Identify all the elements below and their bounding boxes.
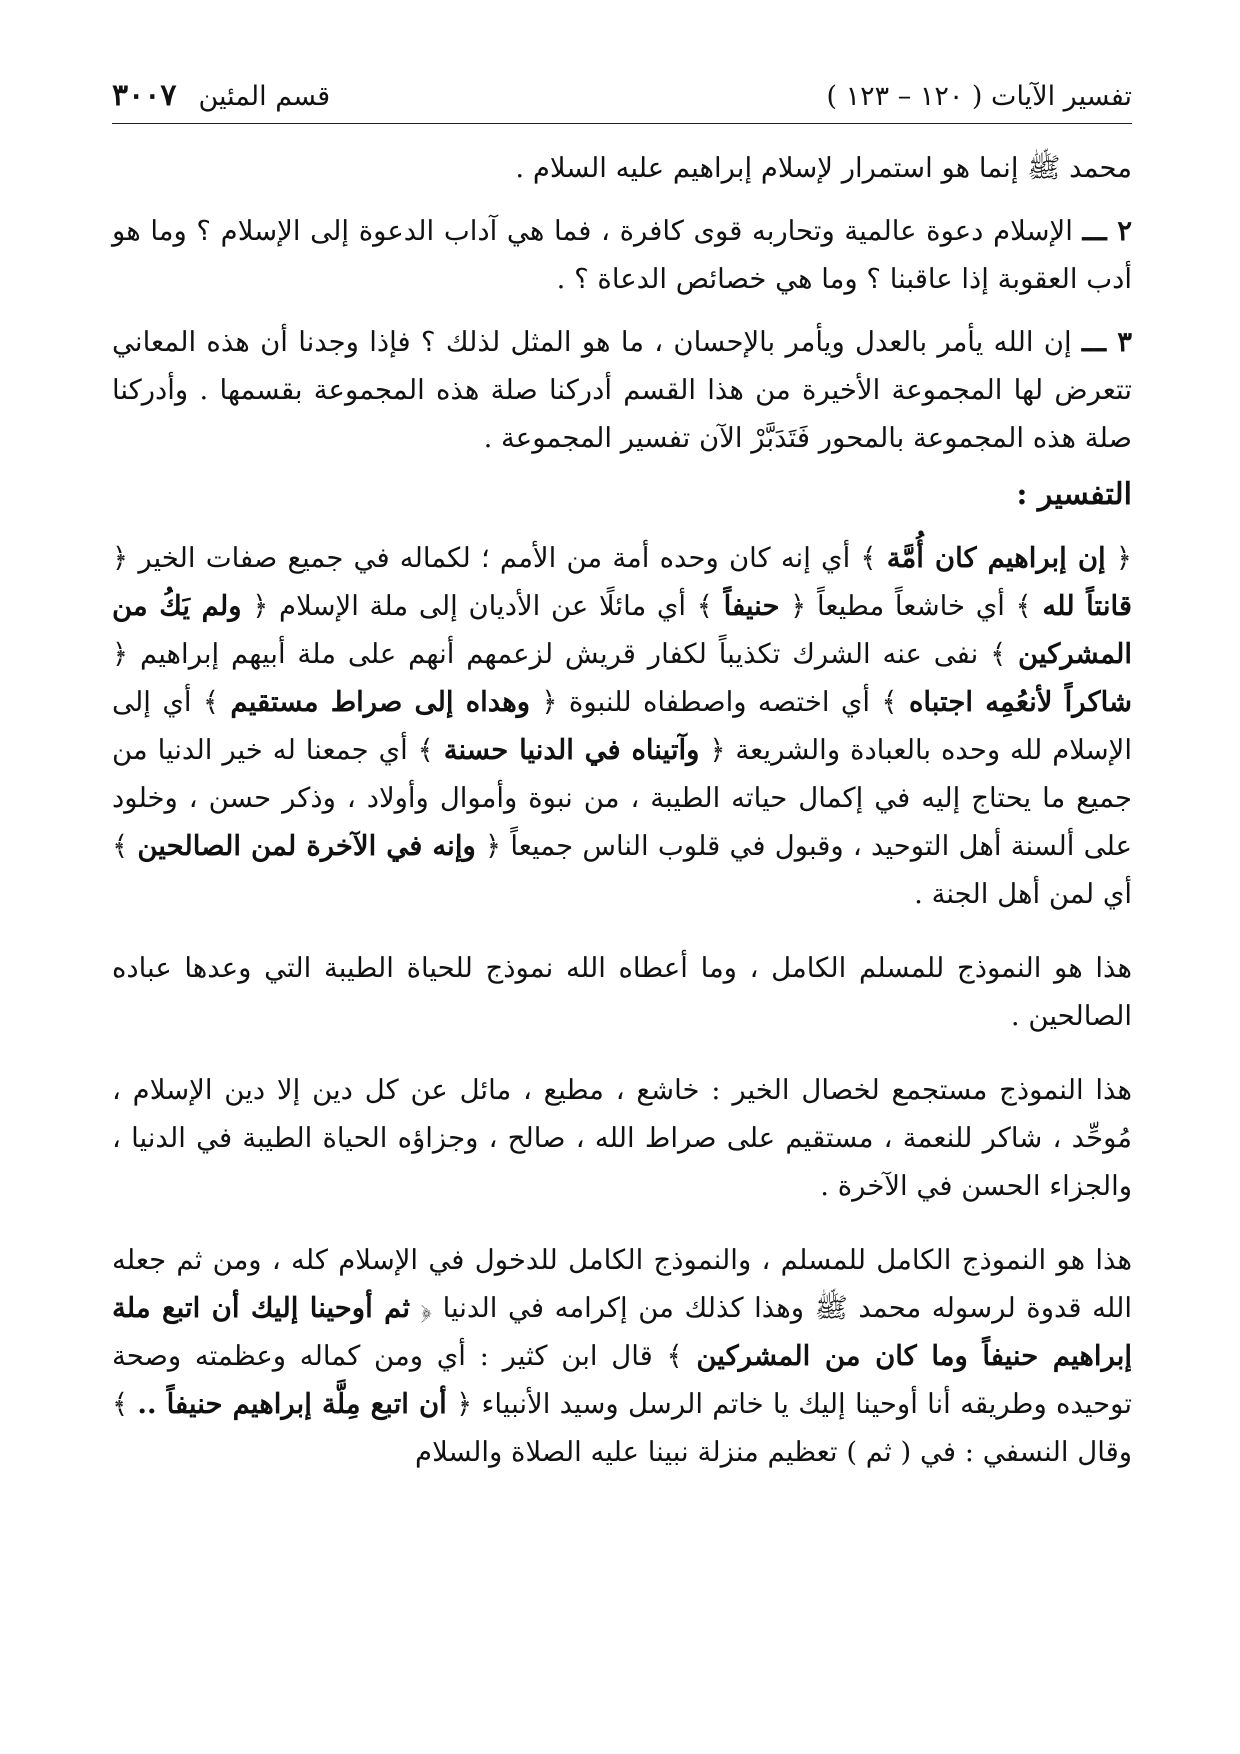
- page: [112, 78, 1132, 1491]
- verse-quote: شاكراً لأنعُمِه اجتباه: [908, 686, 1132, 718]
- final-paragraph: [112, 1236, 1132, 1476]
- tafsir-text: ﴾ أي إلى الإسلام لله وحده بالعبادة والشريعة ﴿: [112, 686, 1133, 766]
- tafsir-text: ﴾ أي اختصه واصطفاه للنبوة ﴿: [530, 686, 909, 718]
- tafsir-text: ﴾ نفى عنه الشرك تكذيباً لكفار قريش لزعمهم أنهم على ملة أبيهم إبراهيم ﴿: [112, 638, 1019, 670]
- final-text: هذا هو النموذج الكامل للمسلم ، والنموذج الكامل للدخول في الإسلام كله ، ومن ثم جعله الله قدوة لرسوله محمد ﷺ وهذا كذلك من إكرامه في الدنيا ﴿: [112, 1244, 1133, 1324]
- verse-quote: وآتيناه في الدنيا حسنة: [443, 734, 700, 766]
- verse-quote: ولم يَكُ من المشركين: [112, 590, 1132, 670]
- tafsir-text: ﴾ أي جمعنا له خير الدنيا من جميع ما يحتاج إليه في إكمال حياته الطيبة ، من نبوة وأموال وأولاد ، وذكر حسن ، وخلود على ألسنة أهل التوحيد ، وقبول في قلوب الناس جميعاً ﴿: [112, 734, 1133, 862]
- verse-quote: إن إبراهيم كان أُمَّة: [886, 542, 1106, 574]
- tafsir-text: ﴿: [1105, 542, 1133, 574]
- verse-quote: قانتاً لله: [1042, 590, 1132, 622]
- header-title: تفسير الآيات ( ١٢٠ – ١٢٣ ): [826, 81, 1132, 112]
- running-header: [112, 78, 1132, 124]
- tafsir-heading: التفسير :: [1016, 477, 1132, 512]
- tafsir-text: ﴾ أي إنه كان وحده أمة من الأمم ؛ لكماله في جميع صفات الخير ﴿: [112, 542, 887, 574]
- header-left: [112, 78, 330, 113]
- final-text: ﴾ قال ابن كثير : أي ومن كماله وعظمته وصحة توحيده وطريقه أنا أوحينا إليك يا خاتم الرسل وسيد الأنبياء ﴿: [112, 1340, 1132, 1420]
- page-number: ٣٠٠٧: [112, 78, 177, 113]
- model-paragraph-1: هذا هو النموذج للمسلم الكامل ، وما أعطاه الله نموذج للحياة الطيبة التي وعدها عباده الصالحين .: [112, 952, 1132, 1032]
- intro-paragraph: محمد ﷺ إنما هو استمرار لإسلام إبراهيم عليه السلام .: [515, 152, 1132, 184]
- tafsir-text: ﴾ أي لمن أهل الجنة .: [112, 830, 1132, 910]
- tafsir-text: ﴾ أي خاشعاً مطيعاً ﴿: [779, 590, 1043, 622]
- verse-quote: ثم أوحينا إليك أن اتبع ملة إبراهيم حنيفاً وما كان من المشركين: [112, 1292, 1132, 1372]
- header-section: قسم المئين: [198, 81, 331, 112]
- question-3-number: ٣ ـــ: [1081, 326, 1132, 358]
- question-2-number: ٢ ـــ: [1082, 215, 1132, 247]
- question-2-text: الإسلام دعوة عالمية وتحاربه قوى كافرة ، فما هي آداب الدعوة إلى الإسلام ؟ وما هو أدب العقوبة إذا عاقبنا ؟ وما هي خصائص الدعاة ؟ .: [112, 215, 1132, 295]
- model-paragraph-2: هذا النموذج مستجمع لخصال الخير : خاشع ، مطيع ، مائل عن كل دين إلا دين الإسلام ، مُوحِّد ، شاكر للنعمة ، مستقيم على صراط الله ، صالح ، وجزاؤه الحياة الطيبة في الدنيا ، والجزاء الحسن في الآخرة .: [112, 1074, 1132, 1202]
- question-3: [112, 318, 1132, 462]
- verse-quote: وإنه في الآخرة لمن الصالحين: [137, 830, 476, 862]
- question-2: [112, 207, 1132, 303]
- final-text: ﴾ وقال النسفي : في ( ثم ) تعظيم منزلة نبينا عليه الصلاة والسلام: [112, 1388, 1132, 1468]
- verse-quote: أن اتبع مِلَّة إبراهيم حنيفاً ..: [137, 1388, 447, 1420]
- tafsir-paragraph: [112, 534, 1132, 918]
- tafsir-text: ﴾ أي مائلًا عن الأديان إلى ملة الإسلام ﴿: [241, 590, 724, 622]
- verse-quote: وهداه إلى صراط مستقيم: [230, 686, 530, 718]
- verse-quote: حنيفاً: [723, 590, 780, 622]
- question-3-text: إن الله يأمر بالعدل ويأمر بالإحسان ، ما هو المثل لذلك ؟ فإذا وجدنا أن هذه المعاني تتعرض لها المجموعة الأخيرة من هذا القسم أدركنا صلة هذه المجموعة بقسمها . وأدركنا صلة هذه المجموعة بالمحور فَتَدَبَّرْ الآن تفسير المجموعة .: [112, 326, 1132, 454]
